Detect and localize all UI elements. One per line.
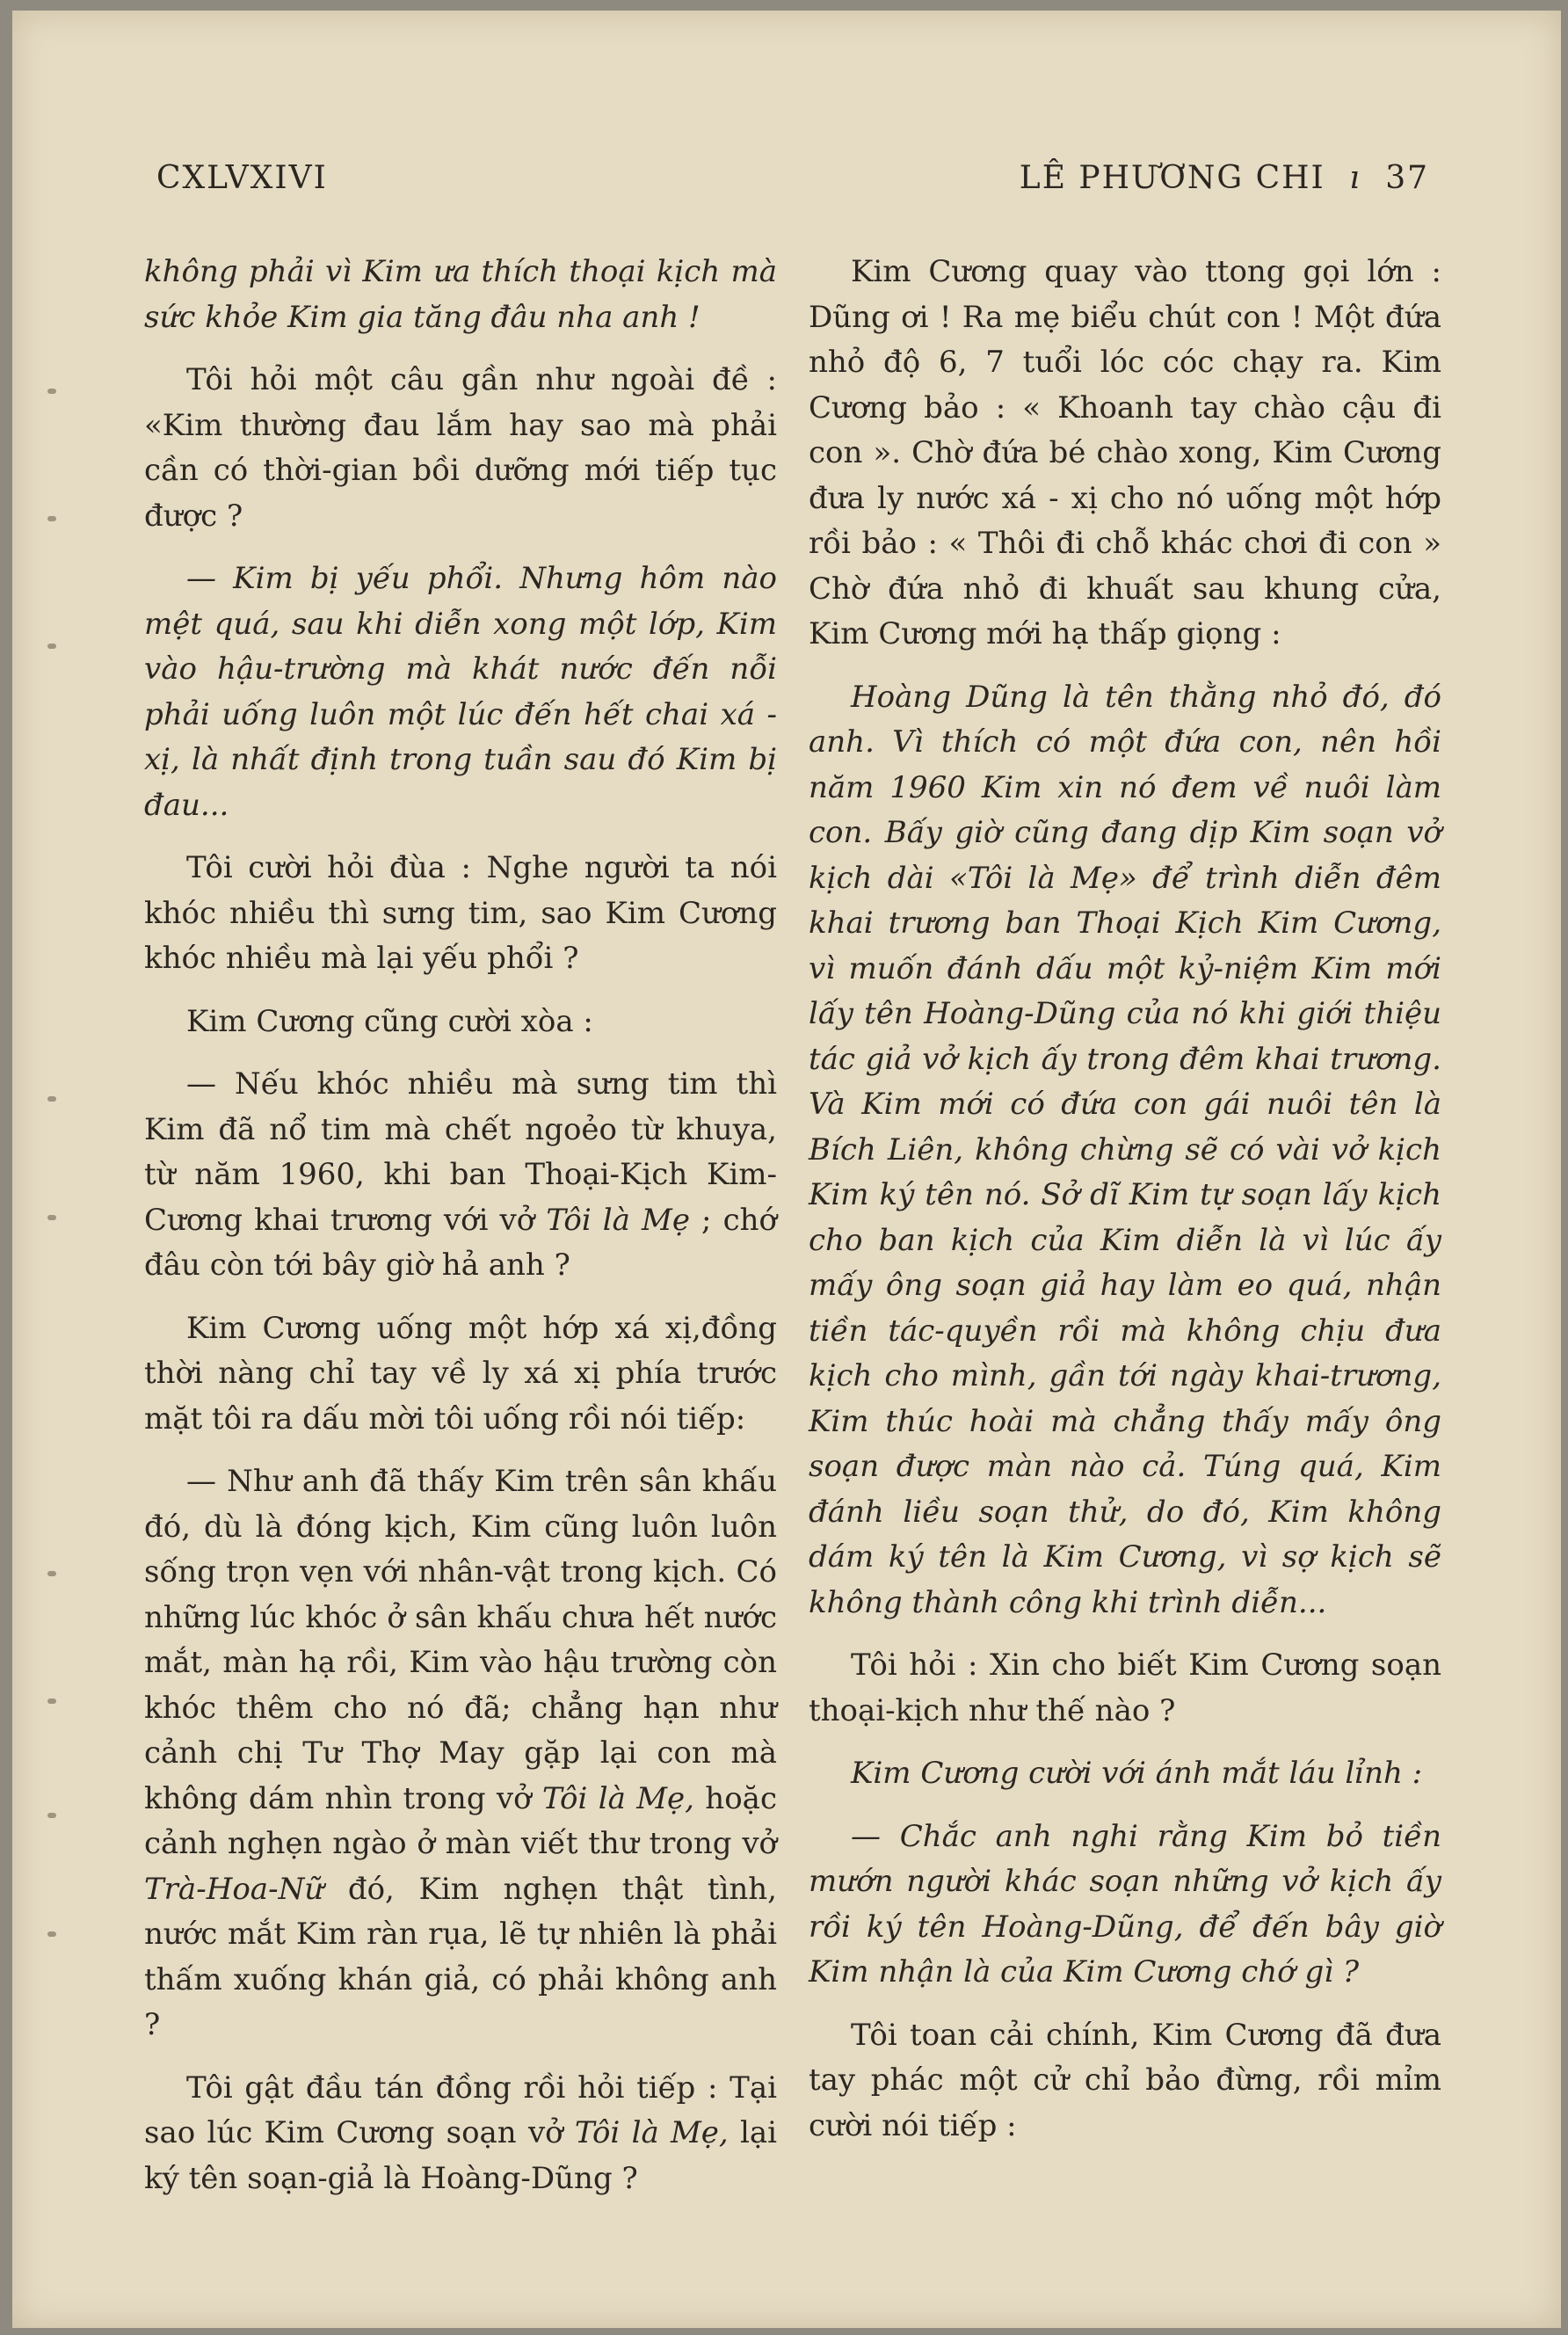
paragraph: — Kim bị yếu phổi. Nhưng hôm nào mệt quá, sau khi diễn xong một lớp, Kim vào hậu-trường mà khát nước đến nỗi phải uống luôn một lúc đến hết chai xá - xị, là nhất định trong tuần sau đó Kim bị đau...: [144, 561, 777, 823]
running-header: [156, 160, 1429, 213]
paragraph: [144, 1062, 777, 1289]
text-run: đó, Kim nghẹn thật tình, nước mắt Kim ràn rụa, lẽ tự nhiên là phải thấm xuống khán giả, có phải không anh ?: [144, 1871, 777, 2042]
text-run: — Như anh đã thấy Kim trên sân khấu đó, dù là đóng kịch, Kim cũng luôn luôn sống trọn vẹn với nhân-vật trong kịch. Có những lúc khóc ở sân khấu chưa hết nước mắt, màn hạ rồi, Kim vào hậu trường còn khóc thêm cho nó đã; chẳng hạn như cảnh chị Tư Thợ May gặp lại con mà không dám nhìn trong vở: [144, 1464, 777, 1816]
left-column: [144, 250, 777, 2219]
binding-hole: [47, 1931, 56, 1937]
book-page: [12, 11, 1561, 2328]
paragraph: Kim Cương uống một hớp xá xị,đồng thời nàng chỉ tay về ly xá xị phía trước mặt tôi ra dấu mời tôi uống rồi nói tiếp:: [144, 1310, 777, 1437]
paragraph: [144, 2066, 777, 2202]
paragraph: Kim Cương quay vào ttong gọi lớn : Dũng ơi ! Ra mẹ biểu chút con ! Một đứa nhỏ độ 6, 7 tuổi lóc cóc chạy ra. Kim Cương bảo : « Khoanh tay chào cậu đi con ». Chờ đứa bé chào xong, Kim Cương đưa ly nước xá - xị cho nó uống một hớp rồi bảo : « Thôi đi chỗ khác chơi đi con » Chờ đứa nhỏ đi khuất sau khung cửa, Kim Cương mới hạ thấp giọng :: [809, 254, 1441, 651]
binding-hole: [47, 516, 56, 521]
paragraph: [144, 1459, 777, 2048]
right-column: [809, 250, 1441, 2166]
paragraph: Hoàng Dũng là tên thằng nhỏ đó, đó anh. Vì thích có một đứa con, nên hồi năm 1960 Kim xin nó đem về nuôi làm con. Bấy giờ cũng đang dịp Kim soạn vở kịch dài «Tôi là Mẹ» để trình diễn đêm khai trương ban Thoại Kịch Kim Cương, vì muốn đánh dấu một kỷ-niệm Kim mới lấy tên Hoàng-Dũng của nó khi giới thiệu tác giả vở kịch ấy trong đêm khai trương. Và Kim mới có đứa con gái nuôi tên là Bích Liên, không chừng sẽ có vài vở kịch Kim ký tên nó. Sở dĩ Kim tự soạn lấy kịch cho ban kịch của Kim diễn là vì lúc ấy mấy ông soạn giả hay làm eo quá, nhận tiền tác-quyền rồi mà không chịu đưa kịch cho mình, gần tới ngày khai-trương, Kim thúc hoài mà chẳng thấy mấy ông soạn được màn nào cả. Túng quá, Kim đánh liều soạn thử, do đó, Kim không dám ký tên là Kim Cương, vì sợ kịch sẽ không thành công khi trình diễn...: [809, 679, 1441, 1620]
header-separator: ı: [1349, 160, 1361, 196]
italic-title: Tôi là Mẹ: [546, 1202, 690, 1238]
binding-hole: [47, 644, 56, 649]
article-title: LÊ PHƯƠNG CHI: [1019, 160, 1325, 196]
paragraph: Tôi hỏi một câu gần như ngoài đề : «Kim thường đau lắm hay sao mà phải cần có thời-gian bồi dưỡng mới tiếp tục được ?: [144, 362, 777, 534]
binding-hole: [47, 1096, 56, 1102]
text-run: lại ký tên soạn-giả là Hoàng-Dũng ?: [144, 2115, 778, 2196]
paragraph: Tôi cười hỏi đùa : Nghe người ta nói khóc nhiều thì sưng tim, sao Kim Cương khóc nhiều mà lại yếu phổi ?: [144, 850, 777, 976]
paragraph: Kim Cương cười với ánh mắt láu lỉnh :: [851, 1756, 1423, 1791]
italic-title: Tôi là Mẹ,: [541, 1780, 694, 1816]
binding-hole: [47, 1813, 56, 1818]
paragraph: Tôi toan cải chính, Kim Cương đã đưa tay phác một cử chỉ bảo đừng, rồi mỉm cười nói tiếp :: [809, 2017, 1441, 2143]
text-run: — Nếu khóc nhiều mà sưng tim thì Kim đã nổ tim mà chết ngoẻo từ khuya, từ năm 1960, khi ban Thoại-Kịch Kim-Cương khai trương với vở: [144, 1066, 777, 1238]
paragraph: Tôi hỏi : Xin cho biết Kim Cương soạn thoại-kịch như thế nào ?: [809, 1648, 1441, 1728]
binding-hole: [47, 1571, 56, 1576]
binding-hole: [47, 1215, 56, 1220]
text-run: ; chớ đâu còn tới bây giờ hả anh ?: [144, 1202, 777, 1283]
text-run: Tôi gật đầu tán đồng rồi hỏi tiếp : Tại sao lúc Kim Cương soạn vở: [144, 2069, 777, 2150]
text-run: hoặc cảnh nghẹn ngào ở màn viết thư trong vở: [144, 1780, 777, 1861]
paragraph: — Chắc anh nghi rằng Kim bỏ tiền mướn người khác soạn những vở kịch ấy rồi ký tên Hoàng-Dũng, để đến bây giờ Kim nhận là của Kim Cương chớ gì ?: [809, 1818, 1441, 1989]
header-right: [1020, 160, 1429, 196]
series-number: CXLVXIVI: [156, 160, 328, 196]
binding-hole: [47, 1699, 56, 1704]
italic-title: Tôi là Mẹ,: [574, 2115, 729, 2150]
paragraph: Kim Cương cũng cười xòa :: [186, 1003, 593, 1039]
paragraph: không phải vì Kim ưa thích thoại kịch mà sức khỏe Kim gia tăng đâu nha anh !: [144, 254, 777, 335]
binding-hole: [47, 389, 56, 394]
page-number: 37: [1385, 160, 1429, 196]
italic-title: Trà-Hoa-Nữ: [144, 1871, 324, 1907]
